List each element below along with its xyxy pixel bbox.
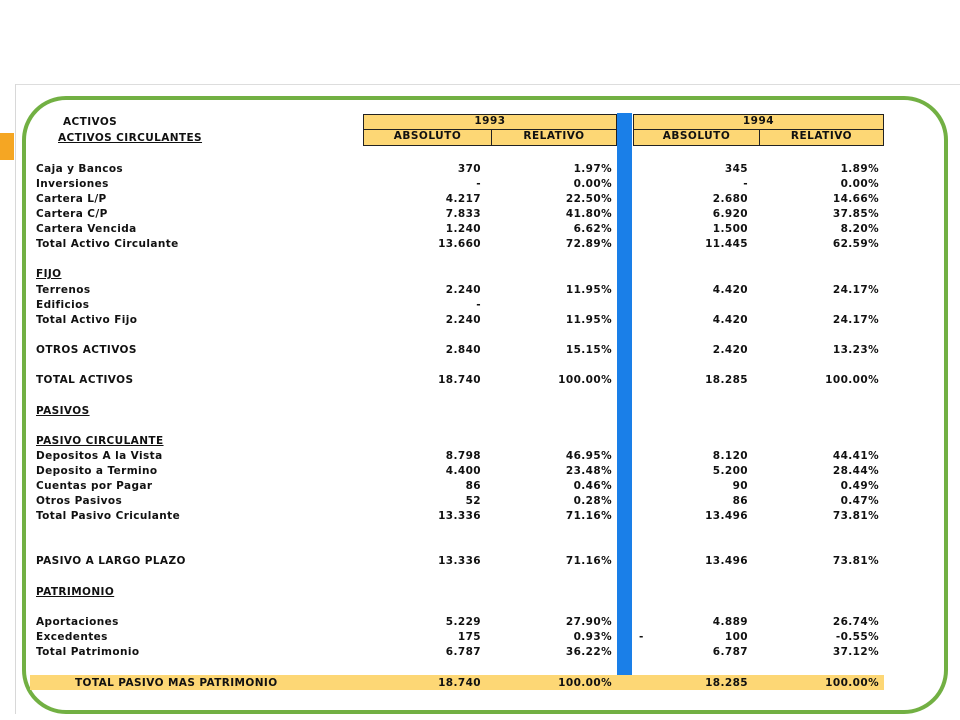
value-1993-absoluto: 5.229 (445, 616, 481, 628)
value-1993-relativo: 100.00% (558, 374, 612, 386)
value-1993-relativo: 0.46% (573, 480, 612, 492)
value-1994-absoluto: 2.420 (712, 344, 748, 356)
value-1993-relativo: 23.48% (565, 465, 612, 477)
row-label: Total Activo Fijo (36, 314, 138, 326)
value-1994-absoluto: 4.889 (712, 616, 748, 628)
value-1993-absoluto: 4.400 (445, 465, 481, 477)
value-1993-absoluto: 7.833 (445, 208, 481, 220)
row-label: Inversiones (36, 178, 109, 190)
value-1994-absoluto: 345 (724, 163, 748, 175)
value-1994-relativo: 73.81% (832, 555, 879, 567)
value-1994-absoluto: 2.680 (712, 193, 748, 205)
row-label: PASIVOS (36, 405, 90, 417)
value-1994-absoluto: 8.120 (712, 450, 748, 462)
row-label: Caja y Bancos (36, 163, 124, 175)
value-1994-relativo: 13.23% (832, 344, 879, 356)
value-1994-absoluto: 11.445 (705, 238, 748, 250)
value-1994-relativo: 0.47% (840, 495, 879, 507)
value-1994-relativo: 100.00% (825, 374, 879, 386)
value-1993-absoluto: 18.740 (438, 374, 481, 386)
row-label: Aportaciones (36, 616, 119, 628)
value-1994-absoluto: 13.496 (705, 555, 748, 567)
value-1993-absoluto: 2.240 (445, 314, 481, 326)
value-1993-relativo: 27.90% (565, 616, 612, 628)
value-1993-relativo: 0.93% (573, 631, 612, 643)
value-1994-prefix: - (639, 631, 644, 643)
value-1994-relativo: 24.17% (832, 314, 879, 326)
value-1993-absoluto: 175 (457, 631, 481, 643)
value-1994-relativo: 1.89% (840, 163, 879, 175)
row-label: Depositos A la Vista (36, 450, 163, 462)
value-1994-absoluto: 6.920 (712, 208, 748, 220)
row-label: PATRIMONIO (36, 586, 115, 598)
row-label: Total Patrimonio (36, 646, 140, 658)
value-1993-absoluto: 52 (465, 495, 481, 507)
value-1993-relativo: 71.16% (565, 510, 612, 522)
row-label: Cartera C/P (36, 208, 108, 220)
value-1994-relativo: 26.74% (832, 616, 879, 628)
year-divider-bar (617, 113, 632, 690)
value-1993-relativo: 11.95% (565, 314, 612, 326)
slide-left-line (15, 84, 16, 714)
value-1993-absoluto: 4.217 (445, 193, 481, 205)
value-1994-absoluto: 86 (732, 495, 748, 507)
row-label: Otros Pasivos (36, 495, 123, 507)
value-1993-relativo: 41.80% (565, 208, 612, 220)
value-1993-absoluto: 8.798 (445, 450, 481, 462)
value-1994-absoluto: 18.285 (705, 677, 748, 689)
row-label: PASIVO CIRCULANTE (36, 435, 164, 447)
value-1993-absoluto: 13.336 (438, 555, 481, 567)
table-subtitle: ACTIVOS CIRCULANTES (58, 132, 203, 144)
value-1994-relativo: 28.44% (832, 465, 879, 477)
value-1993-relativo: 46.95% (565, 450, 612, 462)
value-1994-relativo: 37.85% (832, 208, 879, 220)
row-label: TOTAL PASIVO MAS PATRIMONIO (75, 677, 278, 689)
row-label: TOTAL ACTIVOS (36, 374, 134, 386)
row-label: Terrenos (36, 284, 91, 296)
value-1993-absoluto: 370 (457, 163, 481, 175)
value-1993-relativo: 71.16% (565, 555, 612, 567)
value-1994-absoluto: 90 (732, 480, 748, 492)
value-1993-relativo: 15.15% (565, 344, 612, 356)
value-1994-relativo: 37.12% (832, 646, 879, 658)
value-1993-absoluto: 2.840 (445, 344, 481, 356)
value-1994-absoluto: 13.496 (705, 510, 748, 522)
year-1994-header: 1994 (633, 114, 884, 130)
value-1994-relativo: 8.20% (840, 223, 879, 235)
row-label: Deposito a Termino (36, 465, 158, 477)
value-1994-absoluto: 100 (724, 631, 748, 643)
value-1993-relativo: 0.00% (573, 178, 612, 190)
value-1994-absoluto: - (743, 178, 748, 190)
value-1993-absoluto: 1.240 (445, 223, 481, 235)
value-1994-relativo: 62.59% (832, 238, 879, 250)
value-1994-absoluto: 6.787 (712, 646, 748, 658)
value-1994-relativo: 100.00% (825, 677, 879, 689)
value-1993-relativo: 0.28% (573, 495, 612, 507)
value-1994-relativo: 24.17% (832, 284, 879, 296)
row-label: Edificios (36, 299, 90, 311)
row-label: Total Pasivo Criculante (36, 510, 181, 522)
value-1993-relativo: 6.62% (573, 223, 612, 235)
rel-1994-header: RELATIVO (759, 129, 884, 146)
row-label: Cartera Vencida (36, 223, 137, 235)
row-label: Total Activo Circulante (36, 238, 179, 250)
value-1993-absoluto: - (476, 299, 481, 311)
value-1994-absoluto: 1.500 (712, 223, 748, 235)
value-1993-absoluto: 18.740 (438, 677, 481, 689)
table-title: ACTIVOS (63, 116, 118, 128)
value-1993-absoluto: 86 (465, 480, 481, 492)
value-1993-relativo: 72.89% (565, 238, 612, 250)
row-label: FIJO (36, 268, 62, 280)
value-1993-absoluto: 2.240 (445, 284, 481, 296)
value-1994-relativo: 0.49% (840, 480, 879, 492)
value-1993-absoluto: 13.660 (438, 238, 481, 250)
abs-1993-header: ABSOLUTO (363, 129, 492, 146)
value-1994-relativo: 73.81% (832, 510, 879, 522)
value-1994-relativo: 14.66% (832, 193, 879, 205)
value-1994-absoluto: 18.285 (705, 374, 748, 386)
value-1993-relativo: 36.22% (565, 646, 612, 658)
slide-accent-marker (0, 133, 14, 160)
year-1993-header: 1993 (363, 114, 617, 130)
value-1993-absoluto: 6.787 (445, 646, 481, 658)
rel-1993-header: RELATIVO (491, 129, 617, 146)
value-1993-relativo: 22.50% (565, 193, 612, 205)
value-1994-absoluto: 4.420 (712, 314, 748, 326)
value-1993-relativo: 1.97% (573, 163, 612, 175)
row-label: OTROS ACTIVOS (36, 344, 137, 356)
value-1994-relativo: 0.00% (840, 178, 879, 190)
value-1993-absoluto: 13.336 (438, 510, 481, 522)
row-label: Cartera L/P (36, 193, 107, 205)
value-1994-relativo: 44.41% (832, 450, 879, 462)
row-label: PASIVO A LARGO PLAZO (36, 555, 186, 567)
value-1994-absoluto: 5.200 (712, 465, 748, 477)
value-1994-absoluto: 4.420 (712, 284, 748, 296)
value-1993-relativo: 11.95% (565, 284, 612, 296)
value-1993-absoluto: - (476, 178, 481, 190)
value-1993-relativo: 100.00% (558, 677, 612, 689)
slide-top-line (15, 84, 960, 85)
value-1994-relativo: -0.55% (835, 631, 879, 643)
row-label: Excedentes (36, 631, 108, 643)
abs-1994-header: ABSOLUTO (633, 129, 760, 146)
row-label: Cuentas por Pagar (36, 480, 153, 492)
